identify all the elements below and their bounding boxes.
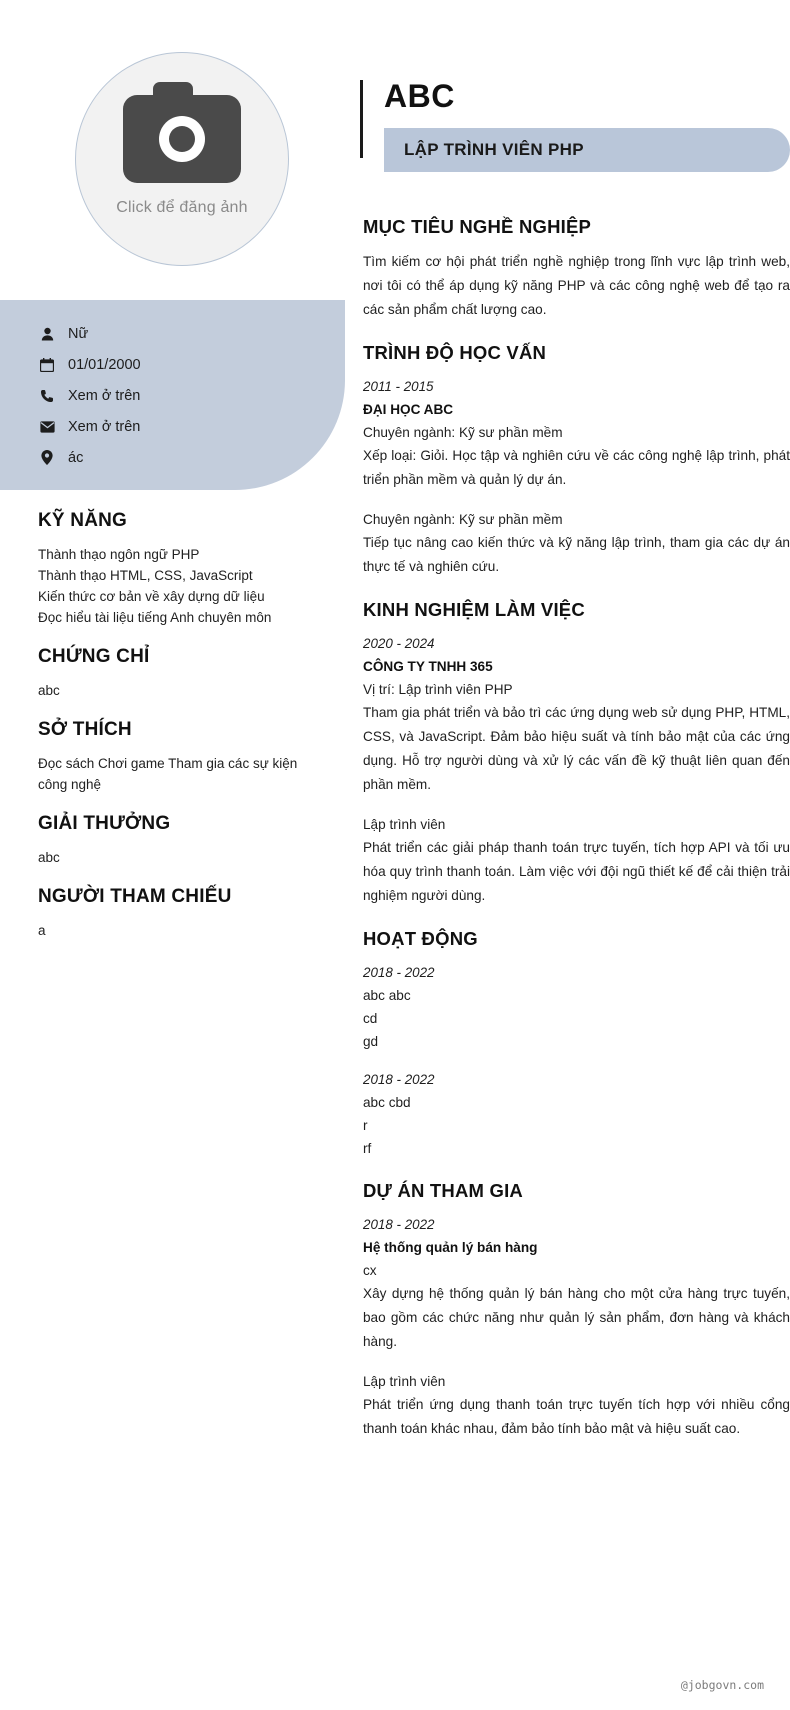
- watermark: [681, 1678, 764, 1692]
- photo-upload-label: Click để đăng ảnh: [116, 199, 248, 216]
- entry-role: Vị trí: Lập trình viên PHP: [363, 682, 513, 697]
- photo-area: [0, 0, 345, 300]
- entry-date: 2020 - 2024: [363, 636, 435, 651]
- entry-date: 2018 - 2022: [363, 965, 435, 980]
- entry-date: 2018 - 2022: [363, 1217, 435, 1232]
- skill-item: Thành thạo HTML, CSS, JavaScript: [38, 568, 253, 583]
- entry-role: Chuyên ngành: Kỹ sư phần mềm: [363, 425, 563, 440]
- entry-org: Hệ thống quản lý bán hàng: [363, 1240, 538, 1255]
- right-column: [360, 0, 790, 1710]
- section-title-skills: KỸ NĂNG: [38, 510, 128, 531]
- certificates-text: abc: [38, 683, 60, 698]
- entry-role: Lập trình viên: [363, 817, 446, 832]
- section-title-hobbies: SỞ THÍCH: [38, 719, 132, 740]
- job-title-badge: [384, 128, 790, 172]
- project-entry: [363, 1370, 790, 1441]
- skill-item: Đọc hiểu tài liệu tiếng Anh chuyên môn: [38, 610, 272, 625]
- entry-role: cx: [363, 1263, 377, 1278]
- photo-upload-button[interactable]: [75, 52, 289, 266]
- entry-line: abc cbd: [363, 1095, 411, 1110]
- section-title-references: NGƯỜI THAM CHIẾU: [38, 886, 232, 907]
- calendar-icon: [38, 358, 56, 372]
- entry-date: 2018 - 2022: [363, 1072, 435, 1087]
- entry-desc: Tham gia phát triển và bảo trì các ứng dụng web sử dụng PHP, HTML, CSS, và JavaScript. Đảm bảo hiệu suất và tính bảo mật của các ứng dụng. Hỗ trợ người dùng và xử lý các vấn đề kỹ thuật liên quan đến phần mềm.: [363, 705, 790, 792]
- entry-role: Lập trình viên: [363, 1374, 446, 1389]
- entry-line: r: [363, 1118, 368, 1133]
- section-title-awards: GIẢI THƯỞNG: [38, 813, 171, 834]
- skill-item: Kiến thức cơ bản về xây dựng dữ liệu: [38, 589, 265, 604]
- education-entry: [363, 508, 790, 579]
- experience-entry: [363, 813, 790, 908]
- location-pin-icon: [38, 450, 56, 465]
- entry-desc: Phát triển các giải pháp thanh toán trực tuyến, tích hợp API và tối ưu hóa quy trình thanh toán. Làm việc với đội ngũ thiết kế để cải thiện trải nghiệm người dùng.: [363, 840, 790, 903]
- entry-desc: Phát triển ứng dụng thanh toán trực tuyến tích hợp với nhiều cổng thanh toán khác nhau, đảm bảo tính bảo mật và hiệu suất cao.: [363, 1397, 790, 1436]
- contact-item-birthdate: [0, 349, 345, 380]
- contact-item-address: [0, 442, 345, 473]
- entry-date: 2011 - 2015: [363, 379, 434, 394]
- entry-line: rf: [363, 1141, 372, 1156]
- left-column: [0, 300, 345, 1710]
- section-title-certificates: CHỨNG CHỈ: [38, 646, 150, 667]
- contact-item-phone: [0, 380, 345, 411]
- camera-icon: [123, 95, 241, 183]
- contact-item-email: [0, 411, 345, 442]
- skill-item: Thành thạo ngôn ngữ PHP: [38, 547, 200, 562]
- section-title-projects: DỰ ÁN THAM GIA: [363, 1180, 523, 1201]
- contact-item-gender: [0, 318, 345, 349]
- section-education: [363, 342, 790, 579]
- section-objective: [363, 216, 790, 322]
- contact-value: 01/01/2000: [68, 356, 141, 373]
- objective-text: Tìm kiếm cơ hội phát triển nghề nghiệp trong lĩnh vực lập trình web, nơi tôi có thể áp dụng kỹ năng PHP và các công nghệ web để tạo ra các sản phẩm chất lượng cao.: [363, 254, 790, 317]
- watermark-text: @jobgovn.com: [680, 1678, 764, 1692]
- left-sections: [0, 490, 345, 941]
- section-activities: [363, 928, 790, 1160]
- section-title-education: TRÌNH ĐỘ HỌC VẤN: [363, 342, 547, 363]
- phone-icon: [38, 389, 56, 403]
- hobbies-text: Đọc sách Chơi game Tham gia các sự kiện công nghệ: [38, 756, 298, 792]
- contact-info-block: [0, 300, 345, 490]
- entry-line: abc abc: [363, 988, 411, 1003]
- awards-text: abc: [38, 850, 60, 865]
- activity-entry: [363, 1069, 790, 1160]
- education-entry: [363, 376, 790, 492]
- experience-entry: [363, 633, 790, 797]
- entry-role: Chuyên ngành: Kỹ sư phần mềm: [363, 512, 563, 527]
- entry-desc: Tiếp tục nâng cao kiến thức và kỹ năng lập trình, tham gia các dự án thực tế và nghiên cứu.: [363, 535, 790, 574]
- entry-org: ĐẠI HỌC ABC: [363, 402, 454, 417]
- section-experience: [363, 599, 790, 908]
- section-title-activities: HOẠT ĐỘNG: [363, 928, 478, 949]
- entry-desc: Xây dựng hệ thống quản lý bán hàng cho một cửa hàng trực tuyến, bao gồm các chức năng như quản lý sản phẩm, đơn hàng và khách hàng.: [363, 1286, 790, 1349]
- section-projects: [363, 1180, 790, 1441]
- job-title-label: LẬP TRÌNH VIÊN PHP: [404, 140, 584, 159]
- mail-icon: [38, 421, 56, 433]
- activity-entry: [363, 962, 790, 1053]
- entry-org: CÔNG TY TNHH 365: [363, 659, 493, 674]
- candidate-name: ABC: [384, 78, 455, 114]
- contact-value: Nữ: [68, 325, 89, 342]
- header-accent-bar: [360, 80, 363, 158]
- references-text: a: [38, 923, 46, 938]
- contact-value: Xem ở trên: [68, 418, 141, 435]
- contact-value: ác: [68, 449, 84, 466]
- header-block: [360, 78, 790, 159]
- entry-desc: Xếp loại: Giỏi. Học tập và nghiên cứu về các công nghệ lập trình, phát triển phần mềm và quản lý dự án.: [363, 448, 790, 487]
- right-sections: [360, 216, 790, 1441]
- entry-line: gd: [363, 1034, 379, 1049]
- section-title-objective: MỤC TIÊU NGHỀ NGHIỆP: [363, 216, 592, 237]
- person-icon: [38, 327, 56, 341]
- contact-value: Xem ở trên: [68, 387, 141, 404]
- entry-line: cd: [363, 1011, 378, 1026]
- section-title-experience: KINH NGHIỆM LÀM VIỆC: [363, 599, 585, 620]
- project-entry: [363, 1214, 790, 1354]
